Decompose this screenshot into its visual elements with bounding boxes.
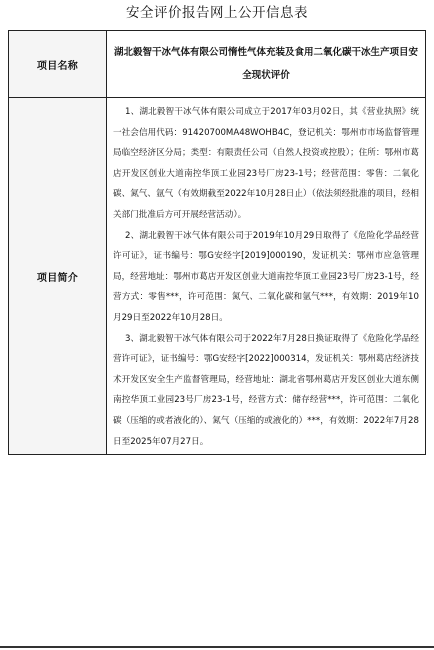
info-table: [8, 30, 426, 455]
intro-paragraph-1: 1、湖北毅智干冰气体有限公司成立于2017年03月02日，其《营业执照》统一社会信用代码：91420700MA48WOHB4C，登记机关：鄂州市市场监督管理局临空经济区分局；类型：有限责任公司（自然人投资或控股）；住所：鄂州市葛店开发区创业大道南控华顶工业园23号厂房23-1号；经营范围：零售：二氧化碳、氮气、氩气（有效期截至2022年10月28日止）（依法须经批准的项目，经相关部门批准后方可开展经营活动）。: [113, 107, 419, 220]
project-intro-content: [107, 98, 426, 455]
project-name-label: 项目名称: [9, 31, 107, 98]
project-name-row: [9, 31, 426, 98]
intro-paragraph-2: 2、湖北毅智干冰气体有限公司于2019年10月29日取得了《危险化学品经营许可证》，证书编号：鄂G安经字[2019]000190，发证机关：鄂州市应急管理局，经营地址：鄂州市葛店开发区创业大道南控华顶工业园23号厂房23-1号，经营方式：零售***，许可范围：氮气、二氧化碳和氩气***，有效期：2019年10月29日至2022年10月28日。: [113, 230, 419, 323]
project-intro-label: 项目简介: [9, 98, 107, 455]
project-intro-row: [9, 98, 426, 455]
project-name-value: 湖北毅智干冰气体有限公司惰性气体充装及食用二氧化碳干冰生产项目安全现状评价: [107, 31, 426, 98]
bottom-rule: [0, 646, 434, 648]
page-title: 安全评价报告网上公开信息表: [126, 5, 308, 21]
intro-paragraph-3: 3、湖北毅智干冰气体有限公司于2022年7月28日换证取得了《危险化学品经营许可证》，证书编号：鄂G安经字[2022]000314，发证机关：鄂州葛店经济技术开发区安全生产监督管理局，经营地址：湖北省鄂州葛店开发区创业大道东侧南控华顶工业园23号厂房23-1号，经营方式：储存经营***，许可范围：二氧化碳（压缩的或者液化的）、氮气（压缩的或液化的）***，有效期：2022年7月28日至2025年07月27日。: [113, 333, 419, 447]
